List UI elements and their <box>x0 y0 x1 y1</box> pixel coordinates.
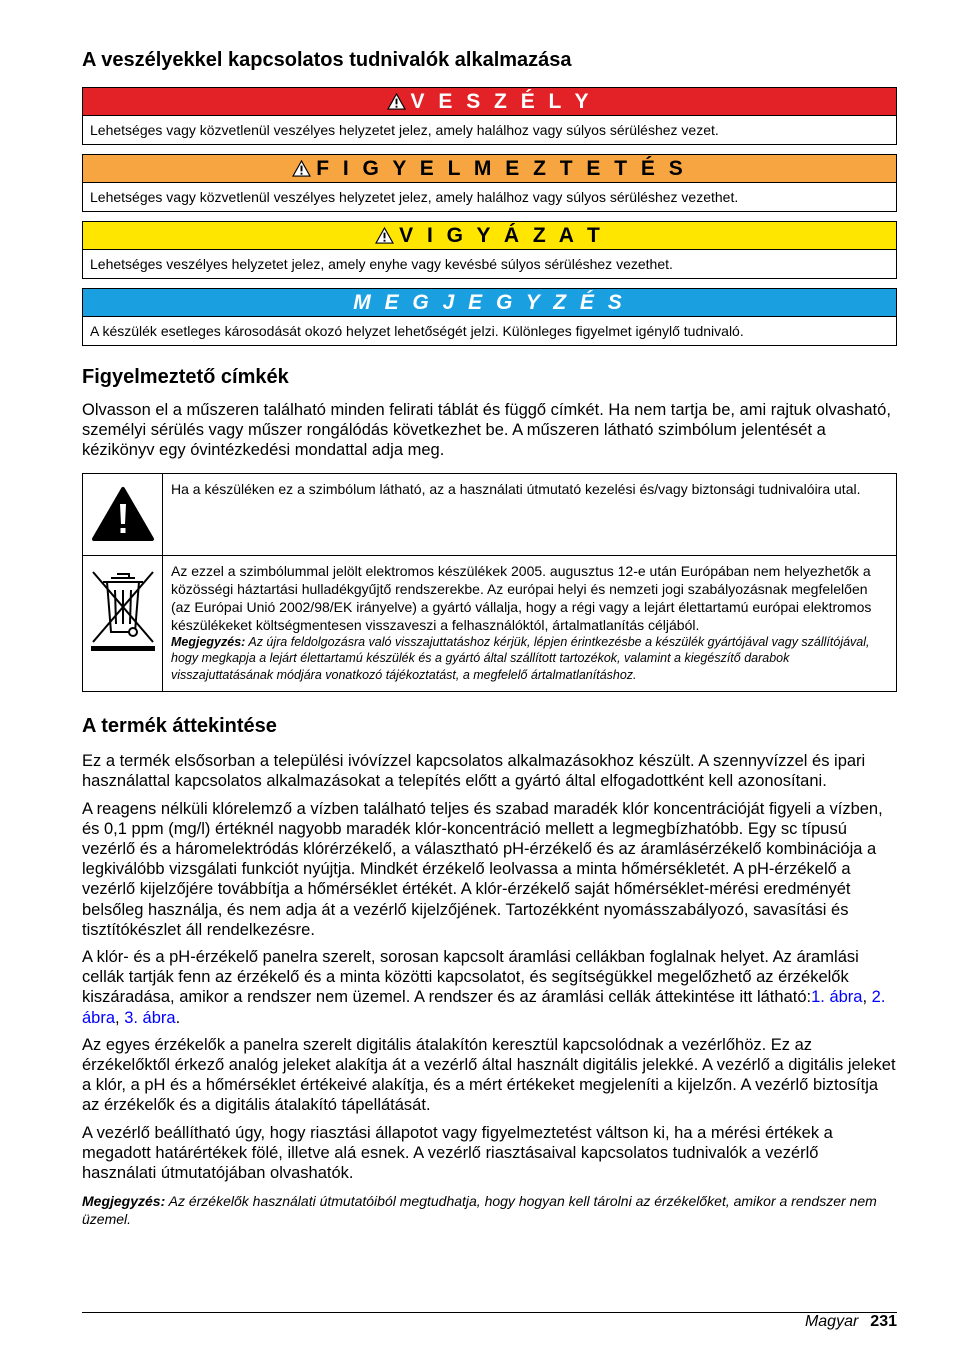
danger-label: V E S Z É L Y <box>410 89 593 113</box>
warning-text: Lehetséges vagy közvetlenül veszélyes helyzetet jelez, amely halálhoz vagy súlyos sérüléshez vezethet. <box>90 189 739 205</box>
section-heading-product-overview: A termék áttekintése <box>82 715 277 738</box>
weee-crossed-bin-icon <box>89 566 157 652</box>
warning-triangle-icon <box>91 486 155 542</box>
warning-header <box>83 155 896 183</box>
danger-box <box>82 87 897 145</box>
warning-triangle-icon <box>375 227 394 244</box>
symbol-cell <box>83 555 163 692</box>
symbol-cell <box>83 473 163 555</box>
section-heading-warning-labels: Figyelmeztető címkék <box>82 366 289 388</box>
figure-link-3[interactable]: 3. ábra <box>124 1008 176 1027</box>
symbols-table <box>82 473 897 693</box>
notice-text: A készülék esetleges károsodását okozó helyzet lehetőségét jelzi. Különleges figyelmet igénylő tudnivaló. <box>90 323 744 339</box>
warning-label: F I G Y E L M E Z T E T É S <box>316 156 687 180</box>
paragraph: A vezérlő beállítható úgy, hogy riasztási állapotot vagy figyelmeztetést váltson ki, ha a mérési értékek a megadott határértékek fölé, illetve alá esnek. A vezérlő riasztásaival kapcsolatos tudnivalók a vezérlő használati útmutatójában olvashatók. <box>82 1123 833 1182</box>
danger-header <box>83 88 896 116</box>
page-number: 231 <box>870 1313 897 1330</box>
weee-note <box>171 634 888 684</box>
paragraph: Ez a termék elsősorban a települési ivóvízzel kapcsolatos alkalmazásokhoz készült. A szennyvízzel és ipari használattal kapcsolatos alkalmazásokat a telepítés előtt a gyártó által elfogadottként kell azonosítani. <box>82 752 866 791</box>
paragraph: Az egyes érzékelők a panelra szerelt digitális átalakítón keresztül kapcsolódnak a vezérlőhöz. Ez az érzékelőktől érkező analóg jeleket alakítja át a vezérlő által használt digitális jelekké. A vezérlő a digitális jeleket a klór, a pH és a hőmérséklet értékeivé alakítja, és a mért értékeket megjeleníti a kijelzőn. A vezérlő biztosítja az érzékelők és a digitális átalakító tápellátását. <box>82 1035 896 1115</box>
table-row <box>83 555 897 692</box>
note <box>82 1192 897 1228</box>
caution-box <box>82 221 897 279</box>
page-footer <box>805 1311 897 1333</box>
note-label: Megjegyzés: <box>82 1193 166 1210</box>
symbol-description: Ha a készüléken ez a szimbólum látható, az a használati útmutató kezelési és/vagy biztonsági tudnivalóira utal. <box>163 473 897 555</box>
symbol-description <box>163 555 897 692</box>
danger-text: Lehetséges vagy közvetlenül veszélyes helyzetet jelez, amely halálhoz vagy súlyos sérüléshez vezet. <box>90 122 719 138</box>
weee-description: Az ezzel a szimbólummal jelölt elektromos készülékek 2005. augusztus 12-e után Európában nem helyezhetők a közösségi háztartási hulladékgyűjtő rendszerekbe. Az európai helyi és nemzeti jogi szabályozásnak megfelelően (az Európai Unió 2002/98/EK irányelve) a gyártó vállalja, hogy a régi vagy a lejárt élettartamú európai elektromos készülékeket költségmentesen visszaveszi a felhasználóktól, ártalmatlanítás céljából. <box>171 562 872 633</box>
note-text: Az újra feldolgozásra való visszajuttatáshoz kérjük, lépjen érintkezésbe a készülék gyártójával vagy szállítójával, hogy megkapja a lejárt élettartamú készülék és a gyártó által szállított tartozékok, valamint a kiegészítő darabok visszajuttatásának módjára vonatkozó tájékoztatást, a megfelelő ártalmatlanításhoz. <box>171 634 870 682</box>
note-text: Az érzékelők használati útmutatóiból megtudhatja, hogy hogyan kell tárolni az érzékelőket, amikor a rendszer nem üzemel. <box>82 1193 877 1228</box>
figure-link-1[interactable]: 1. ábra <box>811 988 863 1007</box>
warning-triangle-icon <box>387 93 406 110</box>
caution-header <box>83 222 896 250</box>
footer-divider <box>82 1312 897 1313</box>
notice-label: M E G J E G Y Z É S <box>353 290 626 314</box>
paragraph-text: A klór- és a pH-érzékelő panelra szerelt, sorosan kapcsolt áramlási cellákban foglalnak helyet. Az áramlási cellák tartják fenn az érzékelő és a minta közötti kapcsolatot, és segítségükkel megelőzhető az érzékelők kiszáradása, amikor a rendszer nem üzemel. A rendszer és az áramlási cellák áttekintése itt látható: <box>82 947 859 1007</box>
notice-header <box>83 289 896 317</box>
separator: , <box>862 988 872 1007</box>
table-row <box>83 473 897 555</box>
paragraph <box>82 947 897 1028</box>
caution-text: Lehetséges veszélyes helyzetet jelez, amely enyhe vagy kevésbé súlyos sérüléshez vezethet. <box>90 256 673 272</box>
period: . <box>175 1008 181 1027</box>
warning-labels-intro: Olvasson el a műszeren található minden felirati táblát és függő címkét. Ha nem tartja be, ami rajtuk olvasható, személyi sérülés vagy műszer rongálódás következhet be. A műszeren látható szimbólum jelentését a kézikönyv egy óvintézkedési mondattal adja meg. <box>82 401 891 460</box>
caution-label: V I G Y Á Z A T <box>399 223 604 247</box>
warning-box <box>82 154 897 212</box>
note-label: Megjegyzés: <box>171 634 246 649</box>
document-page <box>82 46 897 1228</box>
separator: , <box>115 1008 125 1027</box>
footer-language: Magyar <box>804 1313 859 1330</box>
warning-triangle-icon <box>292 160 311 177</box>
notice-box <box>82 288 897 346</box>
figure-link-2[interactable]: 2. ábra <box>82 988 886 1027</box>
paragraph: A reagens nélküli klórelemző a vízben található teljes és szabad maradék klór koncentrációját figyeli a vízben, és 0,1 ppm (mg/l) értéknél nagyobb maradék klór-koncentráció mellett a legmegbízhatóbb. Egy sc típusú vezérlő és a háromelektródás klórérzékelő, a választható pH-érzékelő és az áramlásérzékelő kombinációja a legkiválóbb vizsgálati funkciót nyújtja. Mindkét érzékelő leolvassa a minta hőmérsékletét. A pH-érzékelő a vezérlő kijelzőjére továbbítja a hőmérséklet értékét. A klór-érzékelő saját hőmérséklet-mérési eredményét belsőleg használja, és nem adja át a vezérlő kijelzőjének. Tartozékként nyomásszabályozó, savasítási és tisztítókészlet áll rendelkezésre. <box>82 799 883 939</box>
section-heading-hazard-info: A veszélyekkel kapcsolatos tudnivalók alkalmazása <box>82 49 572 71</box>
